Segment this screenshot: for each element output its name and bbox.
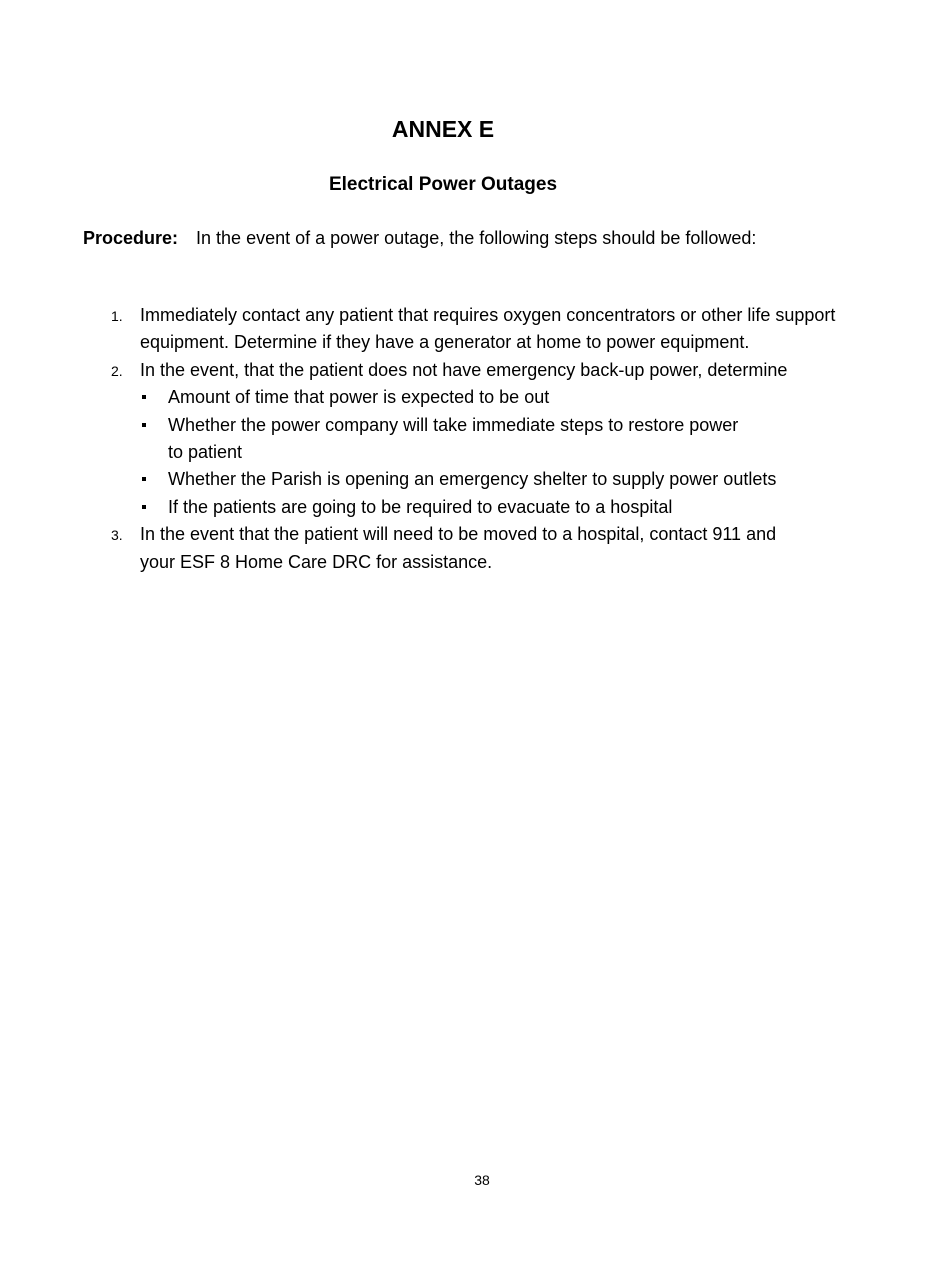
list-item xyxy=(0,466,783,493)
list-item xyxy=(0,412,758,467)
bullet-text: If the patients are going to be required to evacuate to a hospital xyxy=(168,496,673,517)
step-number: 3. xyxy=(111,527,123,544)
bullet-text: Amount of time that power is expected to be out xyxy=(168,387,550,408)
step-text: In the event, that the patient does not have emergency back-up power, determine xyxy=(140,359,788,380)
procedure-text: In the event of a power outage, the following steps should be followed: xyxy=(196,228,757,248)
square-bullet-icon xyxy=(142,395,146,399)
step-item-2 xyxy=(0,357,930,384)
step-item-3 xyxy=(0,521,800,576)
step-number: 2. xyxy=(111,362,123,379)
step-text: In the event that the patient will need to be moved to a hospital, contact 911 and your ESF 8 Home Care DRC for assistance. xyxy=(140,524,777,572)
square-bullet-icon xyxy=(142,505,146,509)
page-number: 38 xyxy=(474,1172,490,1188)
procedure-label: Procedure: xyxy=(83,228,179,248)
square-bullet-icon xyxy=(142,423,146,427)
step-number: 1. xyxy=(111,308,123,324)
bullet-text: Whether the power company will take immediate steps to restore power to patient xyxy=(168,414,739,463)
list-item xyxy=(0,494,788,521)
section-title: Electrical Power Outages xyxy=(328,174,558,195)
procedure-paragraph xyxy=(83,224,783,252)
step-item-1 xyxy=(0,302,860,357)
step-text: Immediately contact any patient that requires oxygen concentrators or other life support equipment. Determine if they have a generator at home to power equipment. xyxy=(140,305,836,353)
bullet-text: Whether the Parish is opening an emergency shelter to supply power outlets xyxy=(168,469,777,490)
list-item xyxy=(0,384,788,411)
square-bullet-icon xyxy=(142,477,146,481)
step-2-bullet-list xyxy=(0,384,950,521)
annex-title: ANNEX E xyxy=(391,116,495,142)
procedure-steps-list xyxy=(0,302,950,576)
